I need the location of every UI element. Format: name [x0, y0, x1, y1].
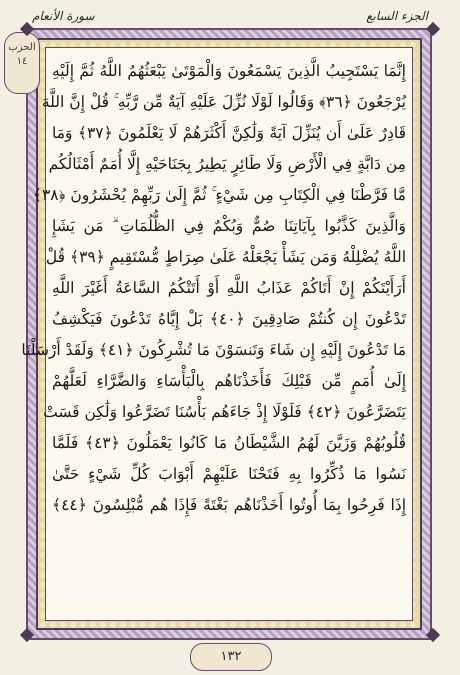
text-line: مَّا فَرَّطْنَا فِي الْكِتَابِ مِن شَيْءٍ ۚ ثُمَّ إِلَىٰ رَبِّهِمْ يُحْشَرُونَ ﴿٣٨﴾ [32, 186, 406, 204]
text-line: يَتَضَرَّعُونَ ﴿٤٢﴾ فَلَوْلَا إِذْ جَاءَهُم بَأْسُنَا تَضَرَّعُوا وَلَٰكِن قَسَتْ [43, 403, 406, 421]
text-line: مِن دَابَّةٍ فِي الْأَرْضِ وَلَا طَائِرٍ يَطِيرُ بِجَنَاحَيْهِ إِلَّا أُمَمٌ أَمْثَالُكُم [48, 155, 406, 173]
juz-label: الجزء السابع [366, 9, 428, 23]
hizb-number: ١٤ [16, 56, 28, 67]
text-line: مَا تَدْعُونَ إِلَيْهِ إِن شَاءَ وَتَنسَوْنَ مَا تُشْرِكُونَ ﴿٤١﴾ وَلَقَدْ أَرْسَلْنَا [21, 341, 406, 359]
text-line: إِذَا فَرِحُوا بِمَا أُوتُوا أَخَذْنَاهُم بَغْتَةً فَإِذَا هُم مُّبْلِسُونَ ﴿٤٤﴾ [52, 496, 406, 514]
text-line: قَادِرٌ عَلَىٰ أَن يُنَزِّلَ آيَةً وَلَٰكِنَّ أَكْثَرَهُمْ لَا يَعْلَمُونَ ﴿٣٧﴾ وَمَا [52, 124, 406, 142]
text-line: قُلُوبُهُمْ وَزَيَّنَ لَهُمُ الشَّيْطَانُ مَا كَانُوا يَعْمَلُونَ ﴿٤٣﴾ فَلَمَّا [52, 434, 407, 452]
text-line: تَدْعُونَ إِن كُنتُمْ صَادِقِينَ ﴿٤٠﴾ بَلْ إِيَّاهُ تَدْعُونَ فَيَكْشِفُ [52, 310, 406, 328]
hizb-marker [4, 32, 40, 94]
text-line: يُرْجَعُونَ ﴿٣٦﴾ وَقَالُوا لَوْلَا نُزِّلَ عَلَيْهِ آيَةٌ مِّن رَّبِّهِ ۚ قُلْ إِنَّ اللَّهَ [41, 93, 406, 111]
text-line: إِنَّمَا يَسْتَجِيبُ الَّذِينَ يَسْمَعُونَ وَالْمَوْتَىٰ يَبْعَثُهُمُ اللَّهُ ثُمَّ إِلَيْهِ [52, 62, 406, 80]
text-line: اللَّهُ يُضْلِلْهُ وَمَن يَشَأْ يَجْعَلْهُ عَلَىٰ صِرَاطٍ مُّسْتَقِيمٍ ﴿٣٩﴾ قُلْ [45, 248, 406, 266]
text-line: إِلَىٰ أُمَمٍ مِّن قَبْلِكَ فَأَخَذْنَاهُم بِالْبَأْسَاءِ وَالضَّرَّاءِ لَعَلَّهُمْ [52, 372, 406, 390]
page-number: ١٣٢ [190, 643, 272, 671]
page-header [26, 6, 434, 26]
sura-label: سورة الأنعام [32, 9, 95, 23]
text-line: نَسُوا مَا ذُكِّرُوا بِهِ فَتَحْنَا عَلَيْهِمْ أَبْوَابَ كُلِّ شَيْءٍ حَتَّىٰ [52, 465, 406, 483]
text-line: أَرَأَيْتَكُمْ إِنْ أَتَاكُمْ عَذَابُ اللَّهِ أَوْ أَتَتْكُمُ السَّاعَةُ أَغَيْرَ اللَّهِ [52, 279, 406, 297]
text-line: وَالَّذِينَ كَذَّبُوا بِآيَاتِنَا صُمٌّ وَبُكْمٌ فِي الظُّلُمَاتِ ۗ مَن يَشَإِ [52, 217, 406, 235]
hizb-label: الحزب [8, 42, 36, 53]
